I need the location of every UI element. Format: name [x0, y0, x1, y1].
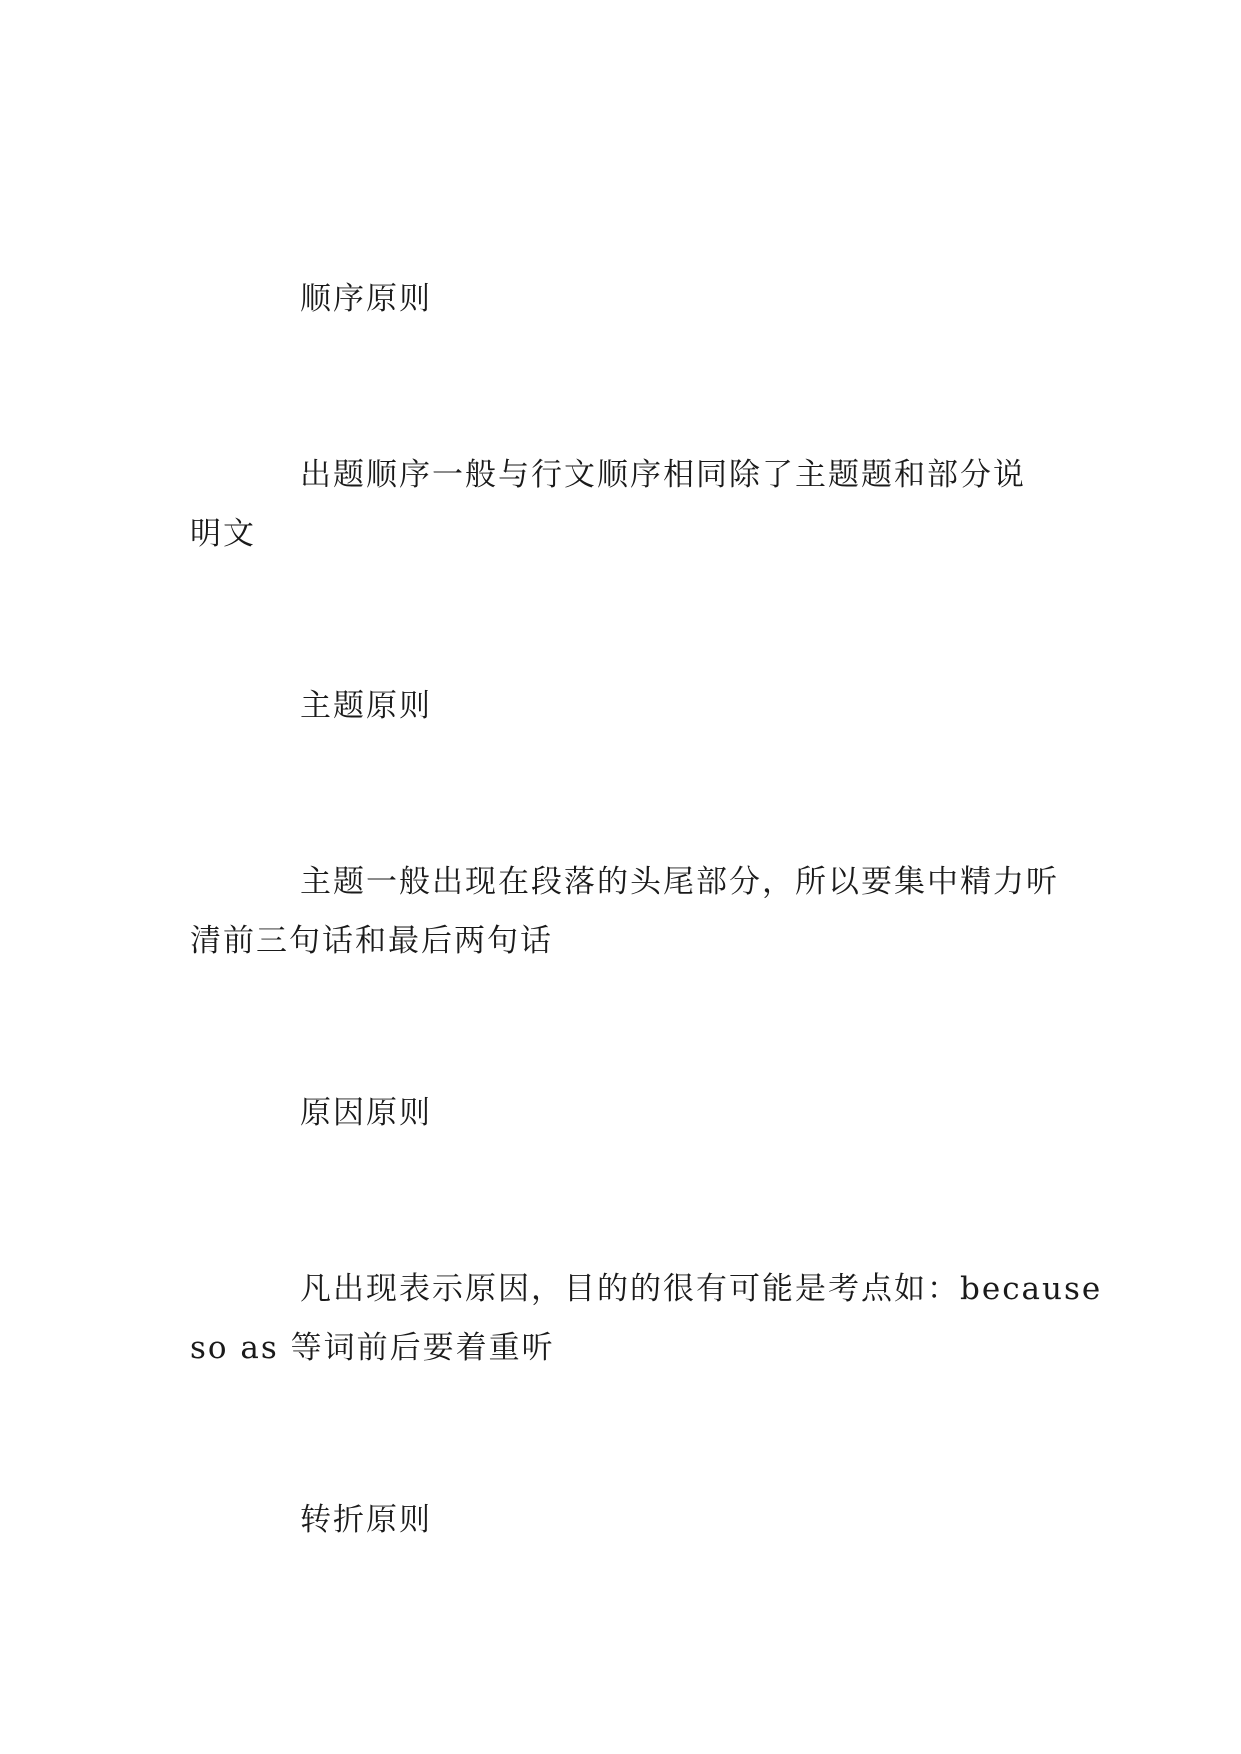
body-line: 出题顺序一般与行文顺序相同除了主题题和部分说	[300, 457, 1026, 493]
section-body-order	[190, 446, 1050, 564]
body-line: 凡出现表示原因，目的的很有可能是考点如：because	[300, 1271, 1103, 1307]
body-line: so as 等词前后要着重听	[190, 1330, 555, 1366]
section-body-topic	[190, 853, 1059, 971]
body-line: 主题一般出现在段落的头尾部分，所以要集中精力听	[300, 864, 1059, 900]
section-heading-order: 顺序原则	[300, 281, 432, 317]
body-line: 清前三句话和最后两句话	[190, 923, 553, 959]
section-heading-topic: 主题原则	[300, 688, 432, 724]
section-heading-contrast: 转折原则	[300, 1502, 432, 1538]
body-line: 明文	[190, 516, 256, 552]
section-body-reason	[190, 1260, 1103, 1378]
section-heading-reason: 原因原则	[300, 1095, 432, 1131]
